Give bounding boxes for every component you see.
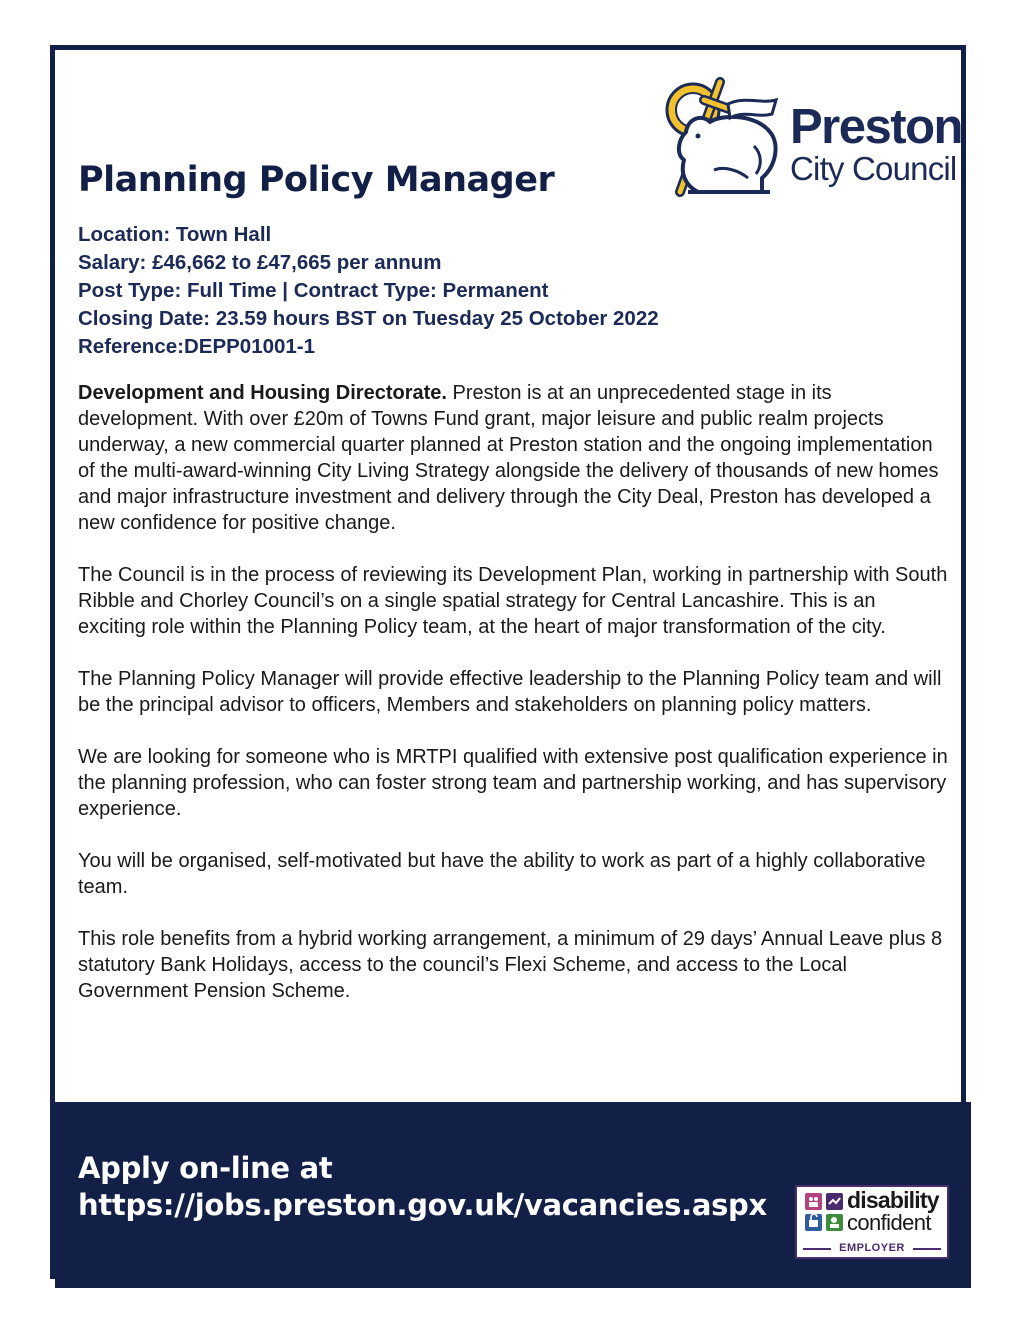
paragraph-attributes: You will be organised, self-motivated but have the ability to work as part of a highly collaborative team. bbox=[78, 850, 926, 898]
paragraph-intro bbox=[78, 380, 948, 536]
paragraph-benefits: This role benefits from a hybrid working arrangement, a minimum of 29 days’ Annual Leave plus 8 statutory Bank Holidays, access to the council’s Flexi Scheme, and access to the Local Government Pension Scheme. bbox=[78, 928, 943, 1002]
disability-confident-badge bbox=[795, 1185, 949, 1259]
badge-wordmark bbox=[847, 1189, 939, 1234]
paragraph-development-plan: The Council is in the process of reviewing its Development Plan, working in partnership with South Ribble and Chorley Council’s on a single spatial strategy for Central Lancashire. This is an exciting role within the Planning Policy team, at the heart of major transformation of the city. bbox=[78, 564, 948, 638]
badge-line3: EMPLOYER bbox=[839, 1242, 905, 1254]
lamb-and-cross-emblem-icon bbox=[658, 74, 788, 202]
paragraph-role-summary: The Planning Policy Manager will provide effective leadership to the Planning Policy team and will be the principal advisor to officers, Members and stakeholders on planning policy matters. bbox=[78, 668, 942, 716]
badge-employer-bar bbox=[803, 1242, 941, 1256]
job-description bbox=[78, 380, 948, 1030]
paragraph-intro-text: Preston is at an unprecedented stage in its development. With over £20m of Towns Fund grant, major leisure and public realm projects underway, a new commercial quarter planned at Preston station and the ongoing implementation of the multi-award-winning City Living Strategy alongside the delivery of thousands of new homes and major infrastructure investment and delivery through the City Deal, Preston has developed a new confidence for positive change. bbox=[78, 382, 939, 534]
job-salary: Salary: £46,662 to £47,665 per annum bbox=[78, 251, 442, 274]
job-details bbox=[78, 221, 938, 361]
logo-name-line1: Preston bbox=[790, 100, 962, 154]
badge-line1: disability bbox=[847, 1187, 939, 1213]
paragraph-requirements: We are looking for someone who is MRTPI qualified with extensive post qualification experience in the planning profession, who can foster strong team and partnership working, and has supervisory experience. bbox=[78, 746, 948, 820]
job-post-type: Post Type: Full Time | Contract Type: Permanent bbox=[78, 279, 549, 302]
apply-section bbox=[78, 1150, 767, 1224]
apply-label: Apply on-line at bbox=[78, 1151, 333, 1185]
badge-line2: confident bbox=[847, 1210, 931, 1235]
directorate-name: Development and Housing Directorate. bbox=[78, 382, 447, 404]
job-reference: Reference:DEPP01001-1 bbox=[78, 335, 316, 358]
apply-url-link[interactable]: https://jobs.preston.gov.uk/vacancies.aspx bbox=[78, 1188, 767, 1222]
council-wordmark bbox=[790, 100, 962, 187]
job-location: Location: Town Hall bbox=[78, 223, 272, 246]
job-title: Planning Policy Manager bbox=[78, 160, 555, 200]
logo-name-line2: City Council bbox=[790, 150, 957, 187]
badge-rule-right bbox=[913, 1248, 941, 1250]
disability-confident-squares-icon bbox=[805, 1193, 843, 1231]
job-closing-date: Closing Date: 23.59 hours BST on Tuesday 25 October 2022 bbox=[78, 307, 659, 330]
